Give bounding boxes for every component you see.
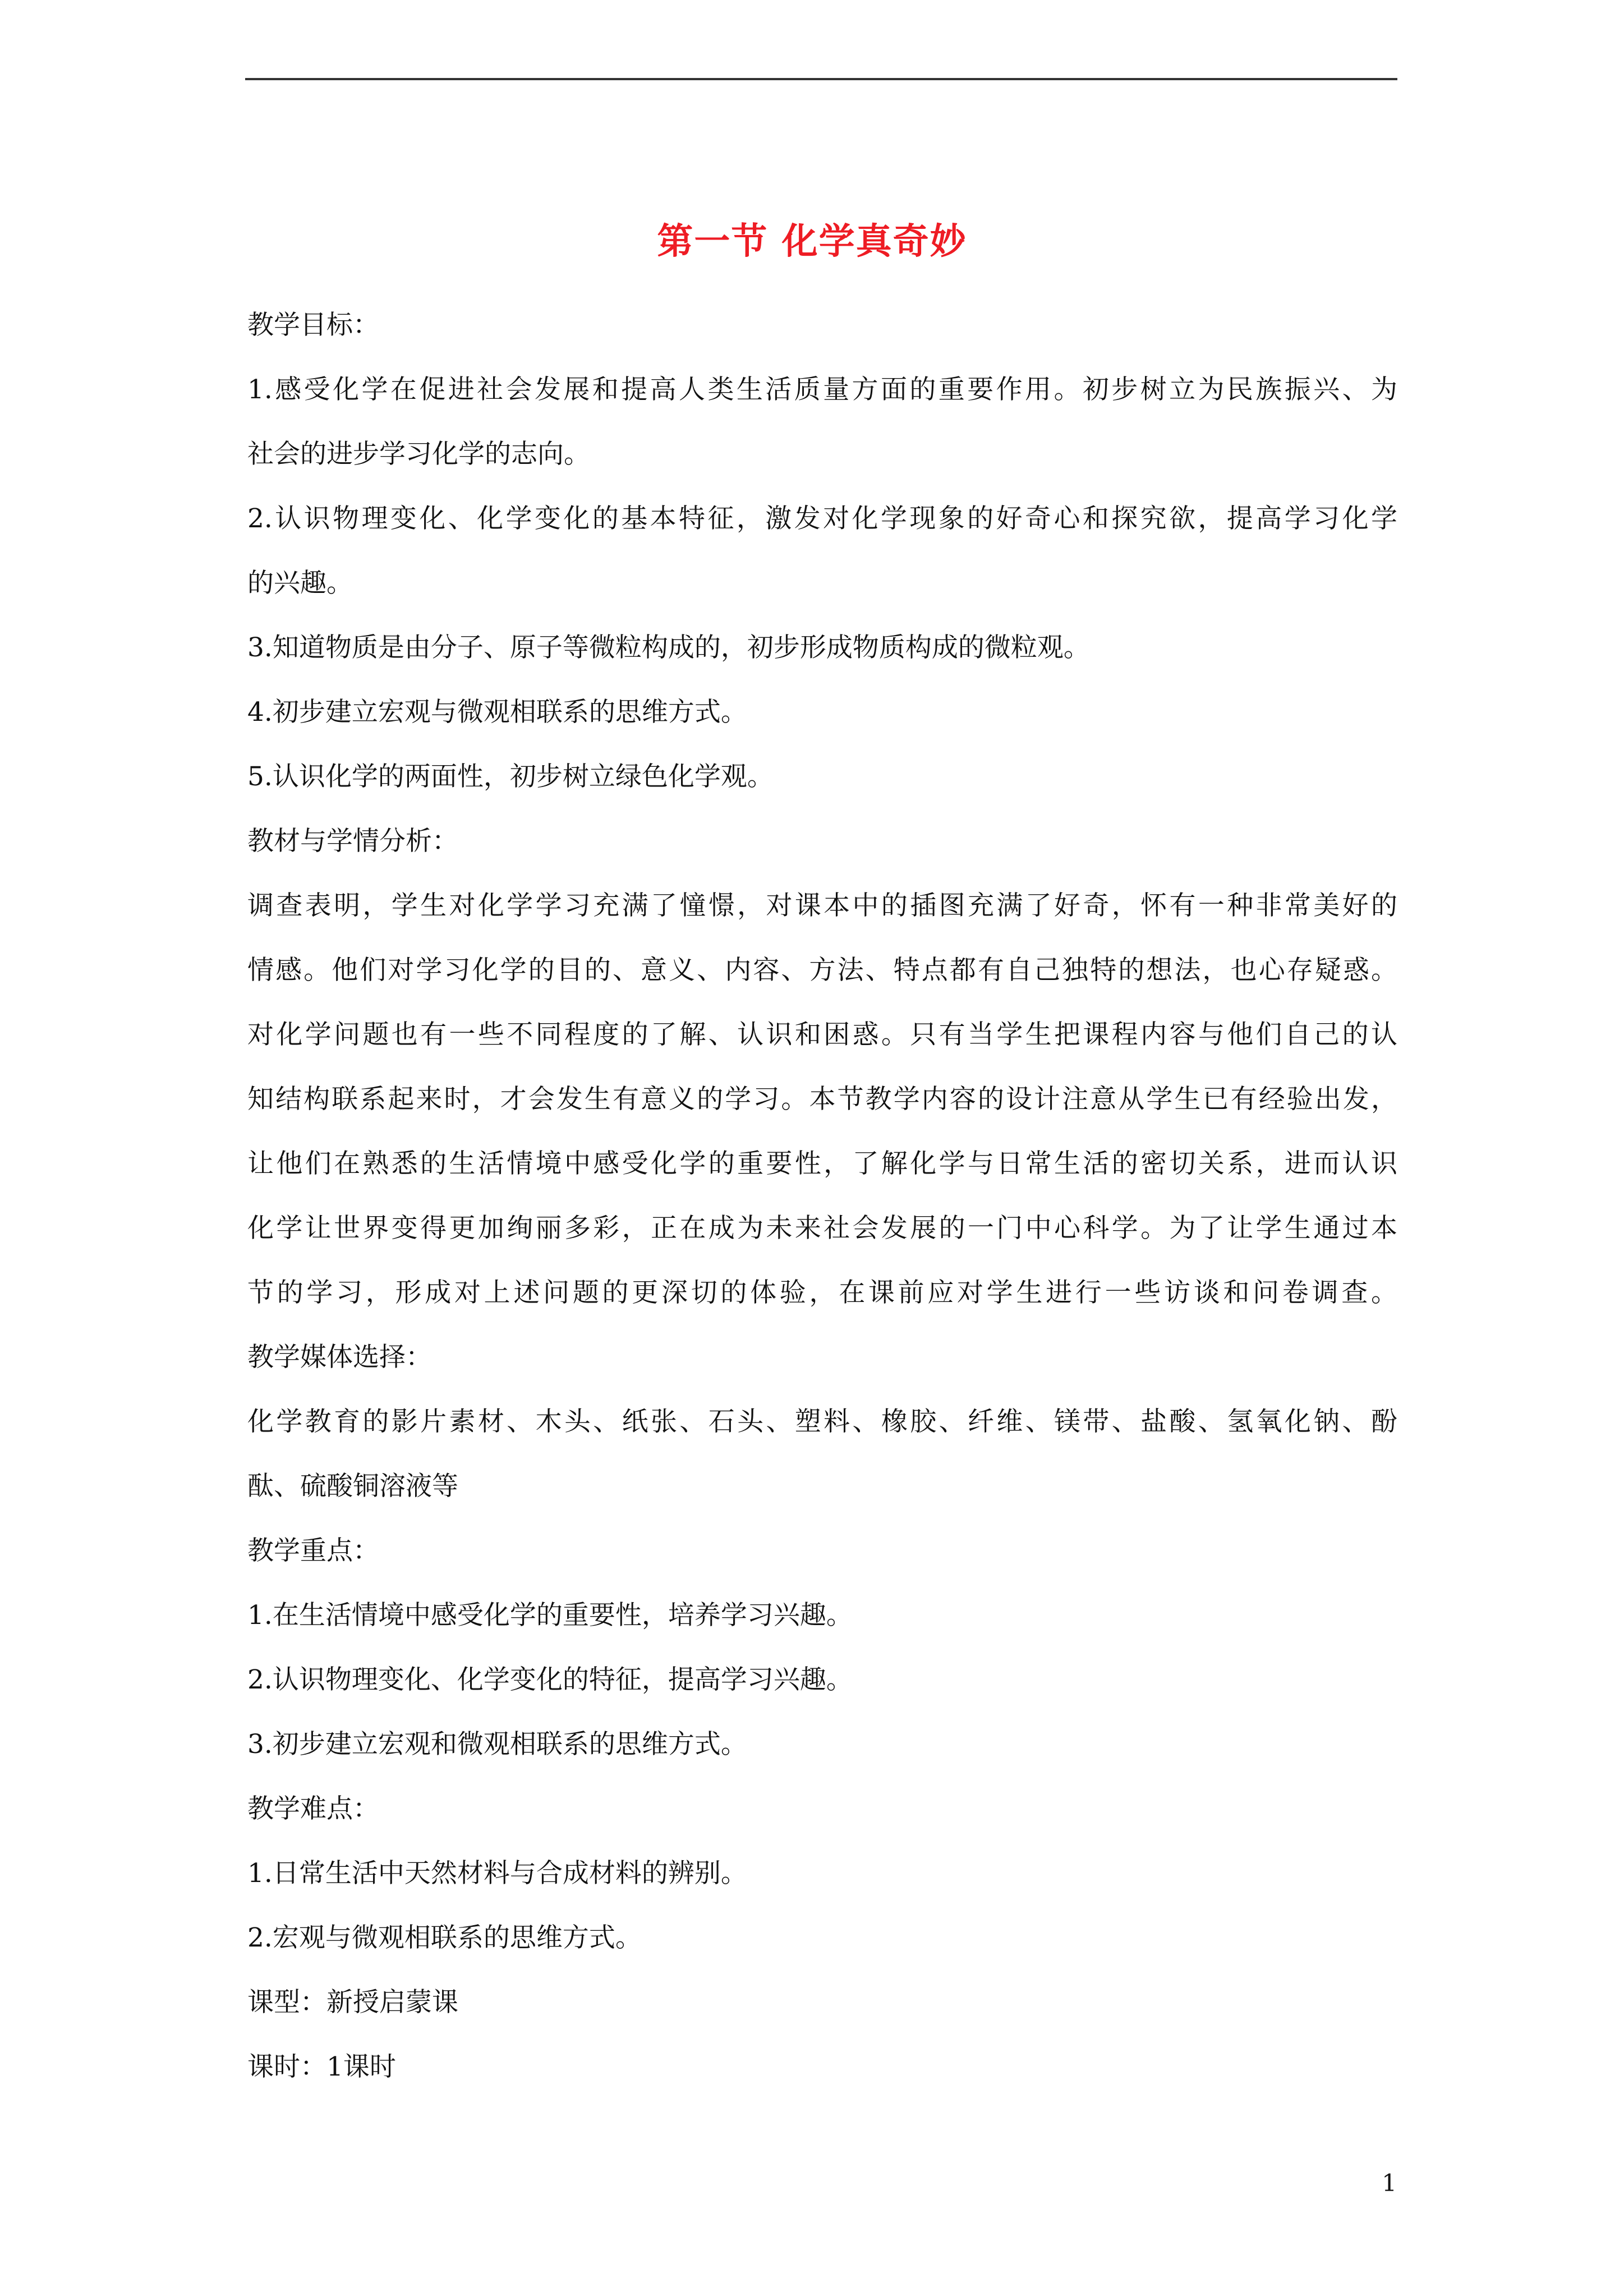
text-line: 教学目标： — [247, 310, 379, 341]
text-line: 节的学习，形成对上述问题的更深切的体验，在课前应对学生进行一些访谈和问卷调查。 — [247, 1277, 1397, 1308]
text-line: 教学重点： — [247, 1535, 379, 1566]
text-line: 让他们在熟悉的生活情境中感受化学的重要性，了解化学与日常生活的密切关系，进而认识 — [247, 1148, 1397, 1179]
text-line: 2.认识物理变化、化学变化的特征，提高学习兴趣。 — [247, 1664, 853, 1695]
text-line: 课型：新授启蒙课 — [247, 1987, 458, 2018]
text-line: 2.宏观与微观相联系的思维方式。 — [247, 1922, 642, 1953]
text-line: 的兴趣。 — [247, 568, 353, 599]
text-line: 5.认识化学的两面性，初步树立绿色化学观。 — [247, 761, 774, 792]
text-line: 社会的进步学习化学的志向。 — [247, 439, 590, 470]
text-line: 2.认识物理变化、化学变化的基本特征，激发对化学现象的好奇心和探究欲，提高学习化学 — [247, 503, 1397, 534]
text-line: 化学让世界变得更加绚丽多彩，正在成为未来社会发展的一门中心科学。为了让学生通过本 — [247, 1213, 1397, 1244]
text-line: 教学媒体选择： — [247, 1342, 432, 1373]
text-line: 教学难点： — [247, 1793, 379, 1824]
text-line: 情感。他们对学习化学的目的、意义、内容、方法、特点都有自己独特的想法，也心存疑惑。 — [247, 955, 1397, 986]
text-line: 知结构联系起来时，才会发生有意义的学习。本节教学内容的设计注意从学生已有经验出发， — [247, 1084, 1397, 1115]
text-line: 1.在生活情境中感受化学的重要性，培养学习兴趣。 — [247, 1600, 853, 1631]
text-line: 1.感受化学在促进社会发展和提高人类生活质量方面的重要作用。初步树立为民族振兴、为 — [247, 374, 1397, 405]
text-line: 1.日常生活中天然材料与合成材料的辨别。 — [247, 1858, 747, 1889]
text-line: 对化学问题也有一些不同程度的了解、认识和困惑。只有当学生把课程内容与他们自己的认 — [247, 1019, 1397, 1050]
text-line: 4.初步建立宏观与微观相联系的思维方式。 — [247, 697, 747, 728]
text-line: 调查表明，学生对化学学习充满了憧憬，对课本中的插图充满了好奇，怀有一种非常美好的 — [247, 890, 1397, 921]
document-body — [247, 293, 1397, 2099]
page-number: 1 — [1382, 2169, 1397, 2197]
text-line: 化学教育的影片素材、木头、纸张、石头、塑料、橡胶、纤维、镁带、盐酸、氢氧化钠、酚 — [247, 1406, 1397, 1437]
text-line: 3.初步建立宏观和微观相联系的思维方式。 — [247, 1729, 747, 1760]
text-line: 课时：1课时 — [247, 2051, 396, 2082]
text-line: 酞、硫酸铜溶液等 — [247, 1471, 458, 1502]
page-title: 第一节 化学真奇妙 — [657, 220, 967, 263]
text-line: 教材与学情分析： — [247, 826, 458, 857]
header-rule — [245, 78, 1397, 80]
text-line: 3.知道物质是由分子、原子等微粒构成的，初步形成物质构成的微粒观。 — [247, 632, 1090, 663]
